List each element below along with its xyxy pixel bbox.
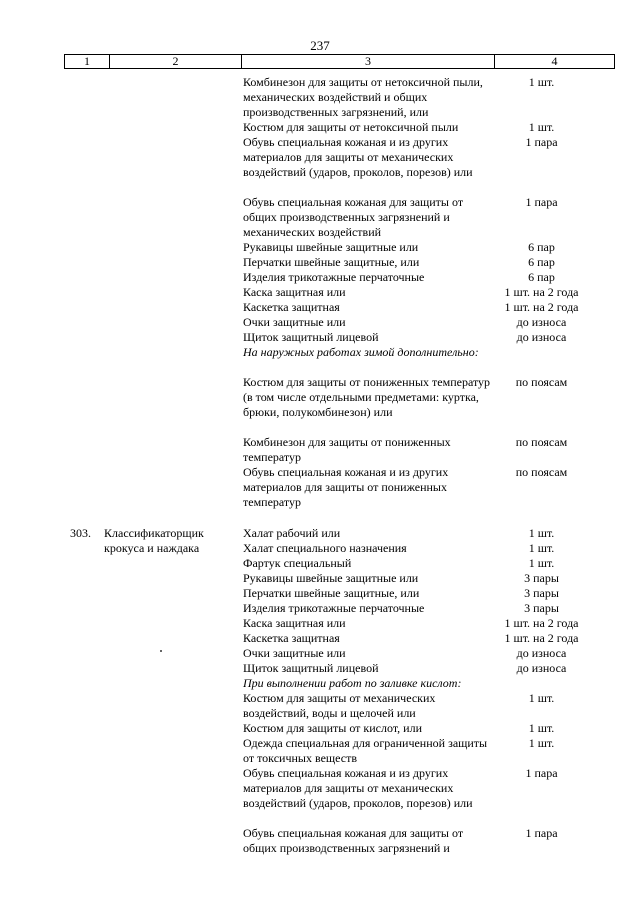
- ppe-item: Изделия трикотажные перчаточные: [243, 601, 425, 615]
- issue-norm: до износа: [516, 646, 567, 660]
- ppe-item: Костюм для защиты от механических воздействий, воды и щелочей или: [243, 691, 436, 720]
- ppe-item: Рукавицы швейные защитные или: [243, 240, 419, 254]
- issue-norm: 6 пар: [528, 240, 555, 254]
- issue-norm: 1 пара: [525, 195, 558, 209]
- issue-norm: по поясам: [515, 435, 568, 449]
- column-header-3: 3: [242, 55, 495, 69]
- issue-norm: 1 шт.: [528, 120, 555, 134]
- issue-norm: до износа: [516, 661, 567, 675]
- page-number: 237: [310, 38, 330, 53]
- ppe-item: Очки защитные или: [243, 646, 346, 660]
- issue-norm: 3 пары: [524, 571, 559, 585]
- ppe-item: Комбинезон для защиты от нетоксичной пыли, механических воздействий и общих производственных загрязнений, или: [243, 75, 483, 119]
- ppe-item: Очки защитные или: [243, 315, 346, 329]
- issue-norm: 3 пары: [524, 586, 559, 600]
- issue-norm: 1 шт.: [528, 691, 555, 705]
- ppe-item: Каскетка защитная: [243, 631, 340, 645]
- issue-norm: 6 пар: [528, 270, 555, 284]
- condition-note: При выполнении работ по заливке кислот:: [243, 676, 462, 690]
- ppe-item: Рукавицы швейные защитные или: [243, 571, 419, 585]
- ppe-item: Обувь специальная кожаная и из других материалов для защиты от пониженных температур: [243, 465, 449, 509]
- issue-norm: 1 шт. на 2 года: [504, 300, 579, 314]
- issue-norm: 1 шт. на 2 года: [504, 631, 579, 645]
- ppe-item: Халат специального назначения: [243, 541, 407, 555]
- ppe-item: Обувь специальная кожаная и из других материалов для защиты от механических воздействий (ударов, проколов, порезов) или: [243, 766, 473, 810]
- issue-norm: до износа: [516, 330, 567, 344]
- issue-norm: 1 пара: [525, 826, 558, 840]
- column-header-2: 2: [110, 55, 242, 69]
- issue-norm: 1 шт.: [528, 721, 555, 735]
- ppe-item: Обувь специальная кожаная для защиты от общих производственных загрязнений и механических воздействий: [243, 195, 464, 239]
- profession-name: Классификаторщик крокуса и наждака: [104, 526, 204, 555]
- ppe-item: Перчатки швейные защитные, или: [243, 586, 420, 600]
- ppe-item: Щиток защитный лицевой: [243, 661, 379, 675]
- column-header-1: 1: [65, 55, 110, 69]
- column-header-4: 4: [495, 55, 615, 69]
- issue-norm: 1 шт.: [528, 556, 555, 570]
- ppe-item: Щиток защитный лицевой: [243, 330, 379, 344]
- issue-norm: 1 шт.: [528, 75, 555, 89]
- ppe-item: Каска защитная или: [243, 616, 346, 630]
- issue-norm: по поясам: [515, 465, 568, 479]
- ppe-item: Изделия трикотажные перчаточные: [243, 270, 425, 284]
- ppe-item: Фартук специальный: [243, 556, 352, 570]
- scan-speck: [160, 650, 162, 652]
- issue-norm: 1 пара: [525, 135, 558, 149]
- issue-norm: 1 шт.: [528, 526, 555, 540]
- ppe-item: Халат рабочий или: [243, 526, 341, 540]
- ppe-item: Обувь специальная кожаная для защиты от общих производственных загрязнений и: [243, 826, 464, 855]
- ppe-item: Костюм для защиты от нетоксичной пыли: [243, 120, 459, 134]
- ppe-item: Одежда специальная для ограниченной защиты от токсичных веществ: [243, 736, 488, 765]
- issue-norm: по поясам: [515, 375, 568, 389]
- issue-norm: 1 шт. на 2 года: [504, 616, 579, 630]
- issue-norm: до износа: [516, 315, 567, 329]
- condition-note: На наружных работах зимой дополнительно:: [243, 345, 479, 359]
- issue-norm: 6 пар: [528, 255, 555, 269]
- issue-norm: 1 шт.: [528, 736, 555, 750]
- ppe-item: Каска защитная или: [243, 285, 346, 299]
- ppe-item: Перчатки швейные защитные, или: [243, 255, 420, 269]
- entry-number: 303.: [70, 526, 91, 540]
- issue-norm: 1 шт. на 2 года: [504, 285, 579, 299]
- ppe-item: Костюм для защиты от пониженных температур (в том числе отдельными предметами: куртка, брюки, полукомбинезон) или: [243, 375, 491, 419]
- issue-norm: 3 пары: [524, 601, 559, 615]
- ppe-item: Обувь специальная кожаная и из других материалов для защиты от механических воздействий (ударов, проколов, порезов) или: [243, 135, 473, 179]
- column-header-table: [64, 54, 615, 69]
- ppe-item: Костюм для защиты от кислот, или: [243, 721, 422, 735]
- issue-norm: 1 пара: [525, 766, 558, 780]
- issue-norm: 1 шт.: [528, 541, 555, 555]
- ppe-item: Комбинезон для защиты от пониженных температур: [243, 435, 451, 464]
- ppe-item: Каскетка защитная: [243, 300, 340, 314]
